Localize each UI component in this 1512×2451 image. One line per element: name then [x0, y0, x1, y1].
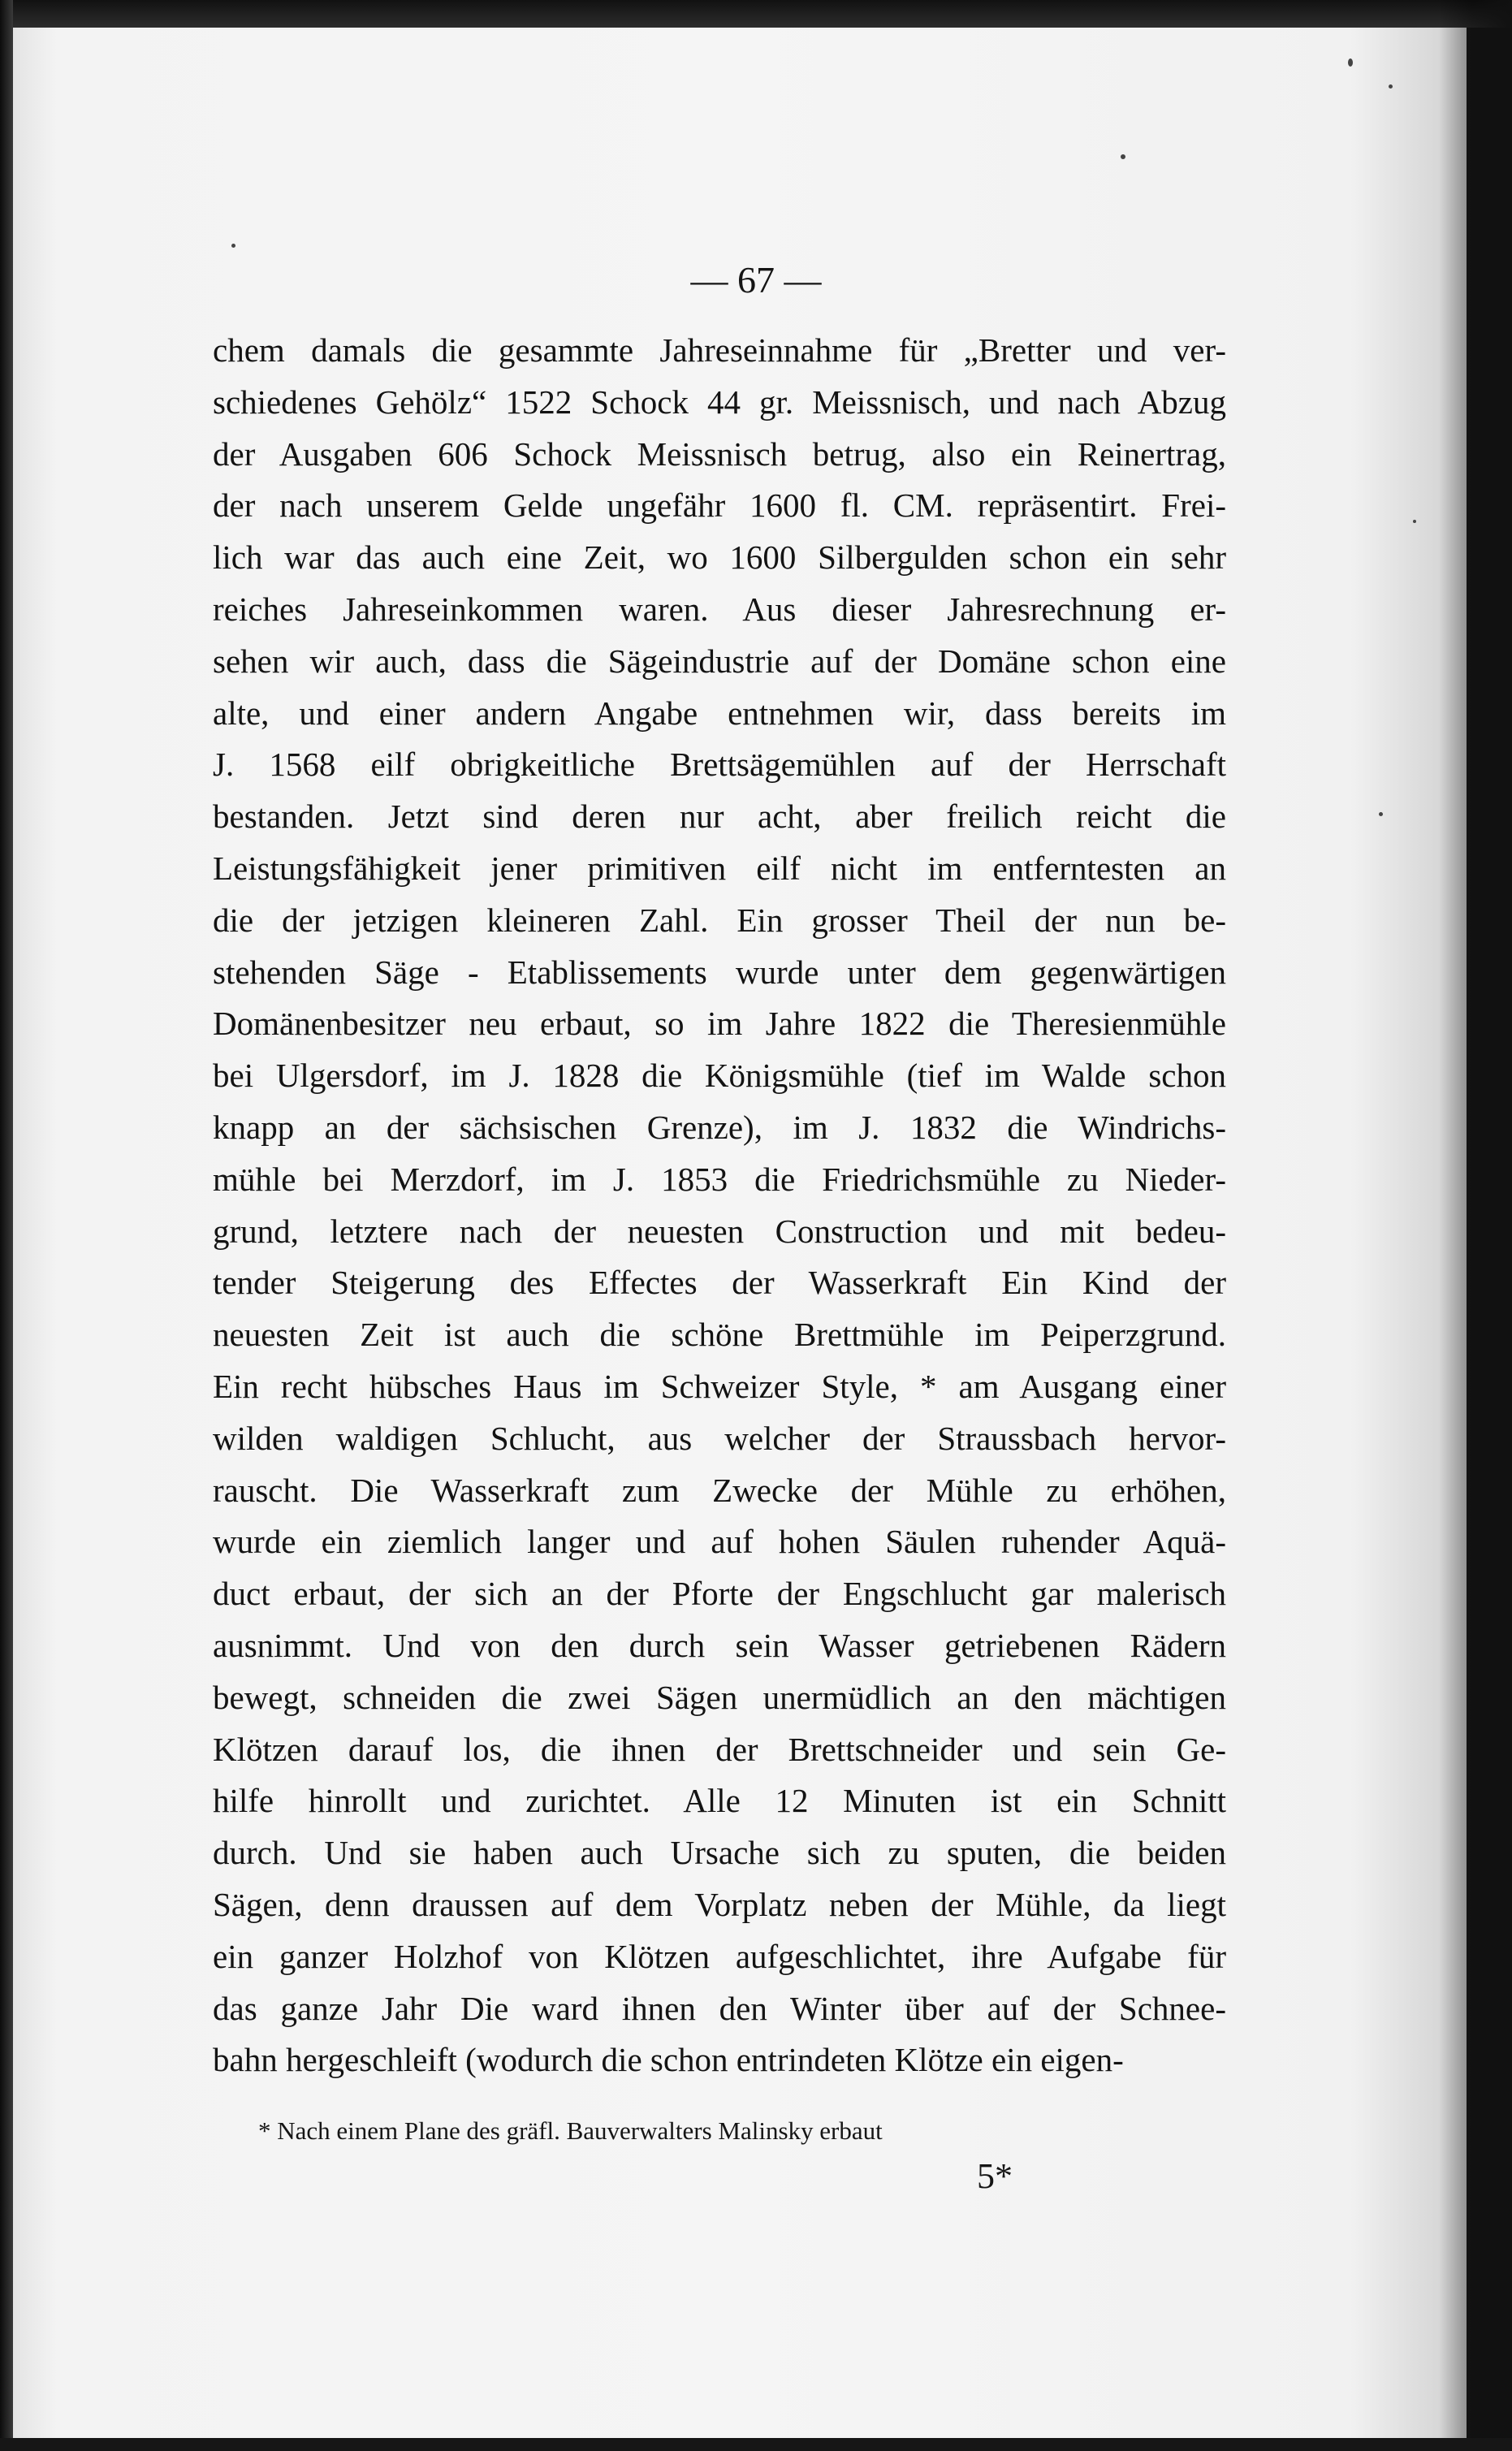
text-line: bewegt, schneiden die zwei Sägen unermüdlich an den mächtigen [213, 1678, 1226, 1716]
text-line: Klötzen darauf los, die ihnen der Brettschneider und sein Ge- [213, 1730, 1226, 1768]
scan-speck [231, 244, 235, 248]
text-line: Sägen, denn draussen auf dem Vorplatz neben der Mühle, da liegt [213, 1885, 1226, 1923]
scan-speck [1389, 84, 1393, 89]
scan-left-border [0, 0, 13, 2451]
text-line: Leistungsfähigkeit jener primitiven eilf nicht im entferntesten an [213, 849, 1226, 887]
text-line: das ganze Jahr Die ward ihnen den Winter über auf der Schnee- [213, 1989, 1226, 2027]
scan-right-shadow [1439, 0, 1512, 2451]
text-line: durch. Und sie haben auch Ursache sich zu sputen, die beiden [213, 1834, 1226, 1872]
text-line: knapp an der sächsischen Grenze), im J. 1832 die Windrichs- [213, 1108, 1226, 1146]
text-line: ausnimmt. Und von den durch sein Wasser getriebenen Rädern [213, 1626, 1226, 1664]
scan-bottom-border [0, 2438, 1512, 2451]
text-line: die der jetzigen kleineren Zahl. Ein grosser Theil der nun be- [213, 901, 1226, 939]
text-line: rauscht. Die Wasserkraft zum Zwecke der Mühle zu erhöhen, [213, 1471, 1226, 1509]
text-line: der Ausgaben 606 Schock Meissnisch betrug, also ein Reinertrag, [213, 434, 1226, 473]
text-line: grund, letztere nach der neuesten Construction und mit bedeu- [213, 1212, 1226, 1250]
text-line: bahn hergeschleift (wodurch die schon entrindeten Klötze ein eigen- [213, 2041, 1124, 2079]
text-line: mühle bei Merzdorf, im J. 1853 die Friedrichsmühle zu Nieder- [213, 1160, 1226, 1198]
scan-speck [1379, 812, 1383, 816]
scan-speck [1348, 58, 1353, 67]
text-line: duct erbaut, der sich an der Pforte der Engschlucht gar malerisch [213, 1575, 1226, 1613]
text-line: ein ganzer Holzhof von Klötzen aufgeschlichtet, ihre Aufgabe für [213, 1937, 1226, 1975]
text-line: chem damals die gesammte Jahreseinnahme für „Bretter und ver- [213, 331, 1226, 369]
scan-speck [1121, 154, 1125, 159]
text-line: hilfe hinrollt und zurichtet. Alle 12 Minuten ist ein Schnitt [213, 1782, 1226, 1820]
text-line: J. 1568 eilf obrigkeitliche Brettsägemühlen auf der Herrschaft [213, 746, 1226, 784]
signature-mark: 5* [977, 2156, 1013, 2196]
text-line: stehenden Säge - Etablissements wurde unter dem gegenwärtigen [213, 953, 1226, 991]
text-line: alte, und einer andern Angabe entnehmen wir, dass bereits im [213, 694, 1226, 732]
text-line: schiedenes Gehölz“ 1522 Schock 44 gr. Meissnisch, und nach Abzug [213, 383, 1226, 421]
text-line: Domänenbesitzer neu erbaut, so im Jahre 1822 die Theresienmühle [213, 1005, 1226, 1043]
page-number-header: — 67 — [690, 259, 822, 300]
text-line: Ein recht hübsches Haus im Schweizer Style, * am Ausgang einer [213, 1367, 1226, 1405]
text-line: tender Steigerung des Effectes der Wasserkraft Ein Kind der [213, 1264, 1226, 1302]
scan-top-border [0, 0, 1512, 28]
text-line: bestanden. Jetzt sind deren nur acht, aber freilich reicht die [213, 798, 1226, 836]
text-line: wilden waldigen Schlucht, aus welcher der Straussbach hervor- [213, 1419, 1226, 1457]
body-text [213, 325, 1226, 2086]
text-line: neuesten Zeit ist auch die schöne Brettmühle im Peiperzgrund. [213, 1316, 1226, 1354]
text-line: wurde ein ziemlich langer und auf hohen Säulen ruhender Aquä- [213, 1523, 1226, 1561]
text-line: der nach unserem Gelde ungefähr 1600 fl. CM. repräsentirt. Frei- [213, 486, 1226, 525]
scan-speck [1413, 520, 1416, 523]
footnote: * Nach einem Plane des gräfl. Bauverwalters Malinsky erbaut [258, 2116, 883, 2145]
text-line: lich war das auch eine Zeit, wo 1600 Silbergulden schon ein sehr [213, 538, 1226, 577]
text-line: reiches Jahreseinkommen waren. Aus dieser Jahresrechnung er- [213, 590, 1226, 628]
text-line: bei Ulgersdorf, im J. 1828 die Königsmühle (tief im Walde schon [213, 1057, 1226, 1095]
text-line: sehen wir auch, dass die Sägeindustrie auf der Domäne schon eine [213, 642, 1226, 680]
